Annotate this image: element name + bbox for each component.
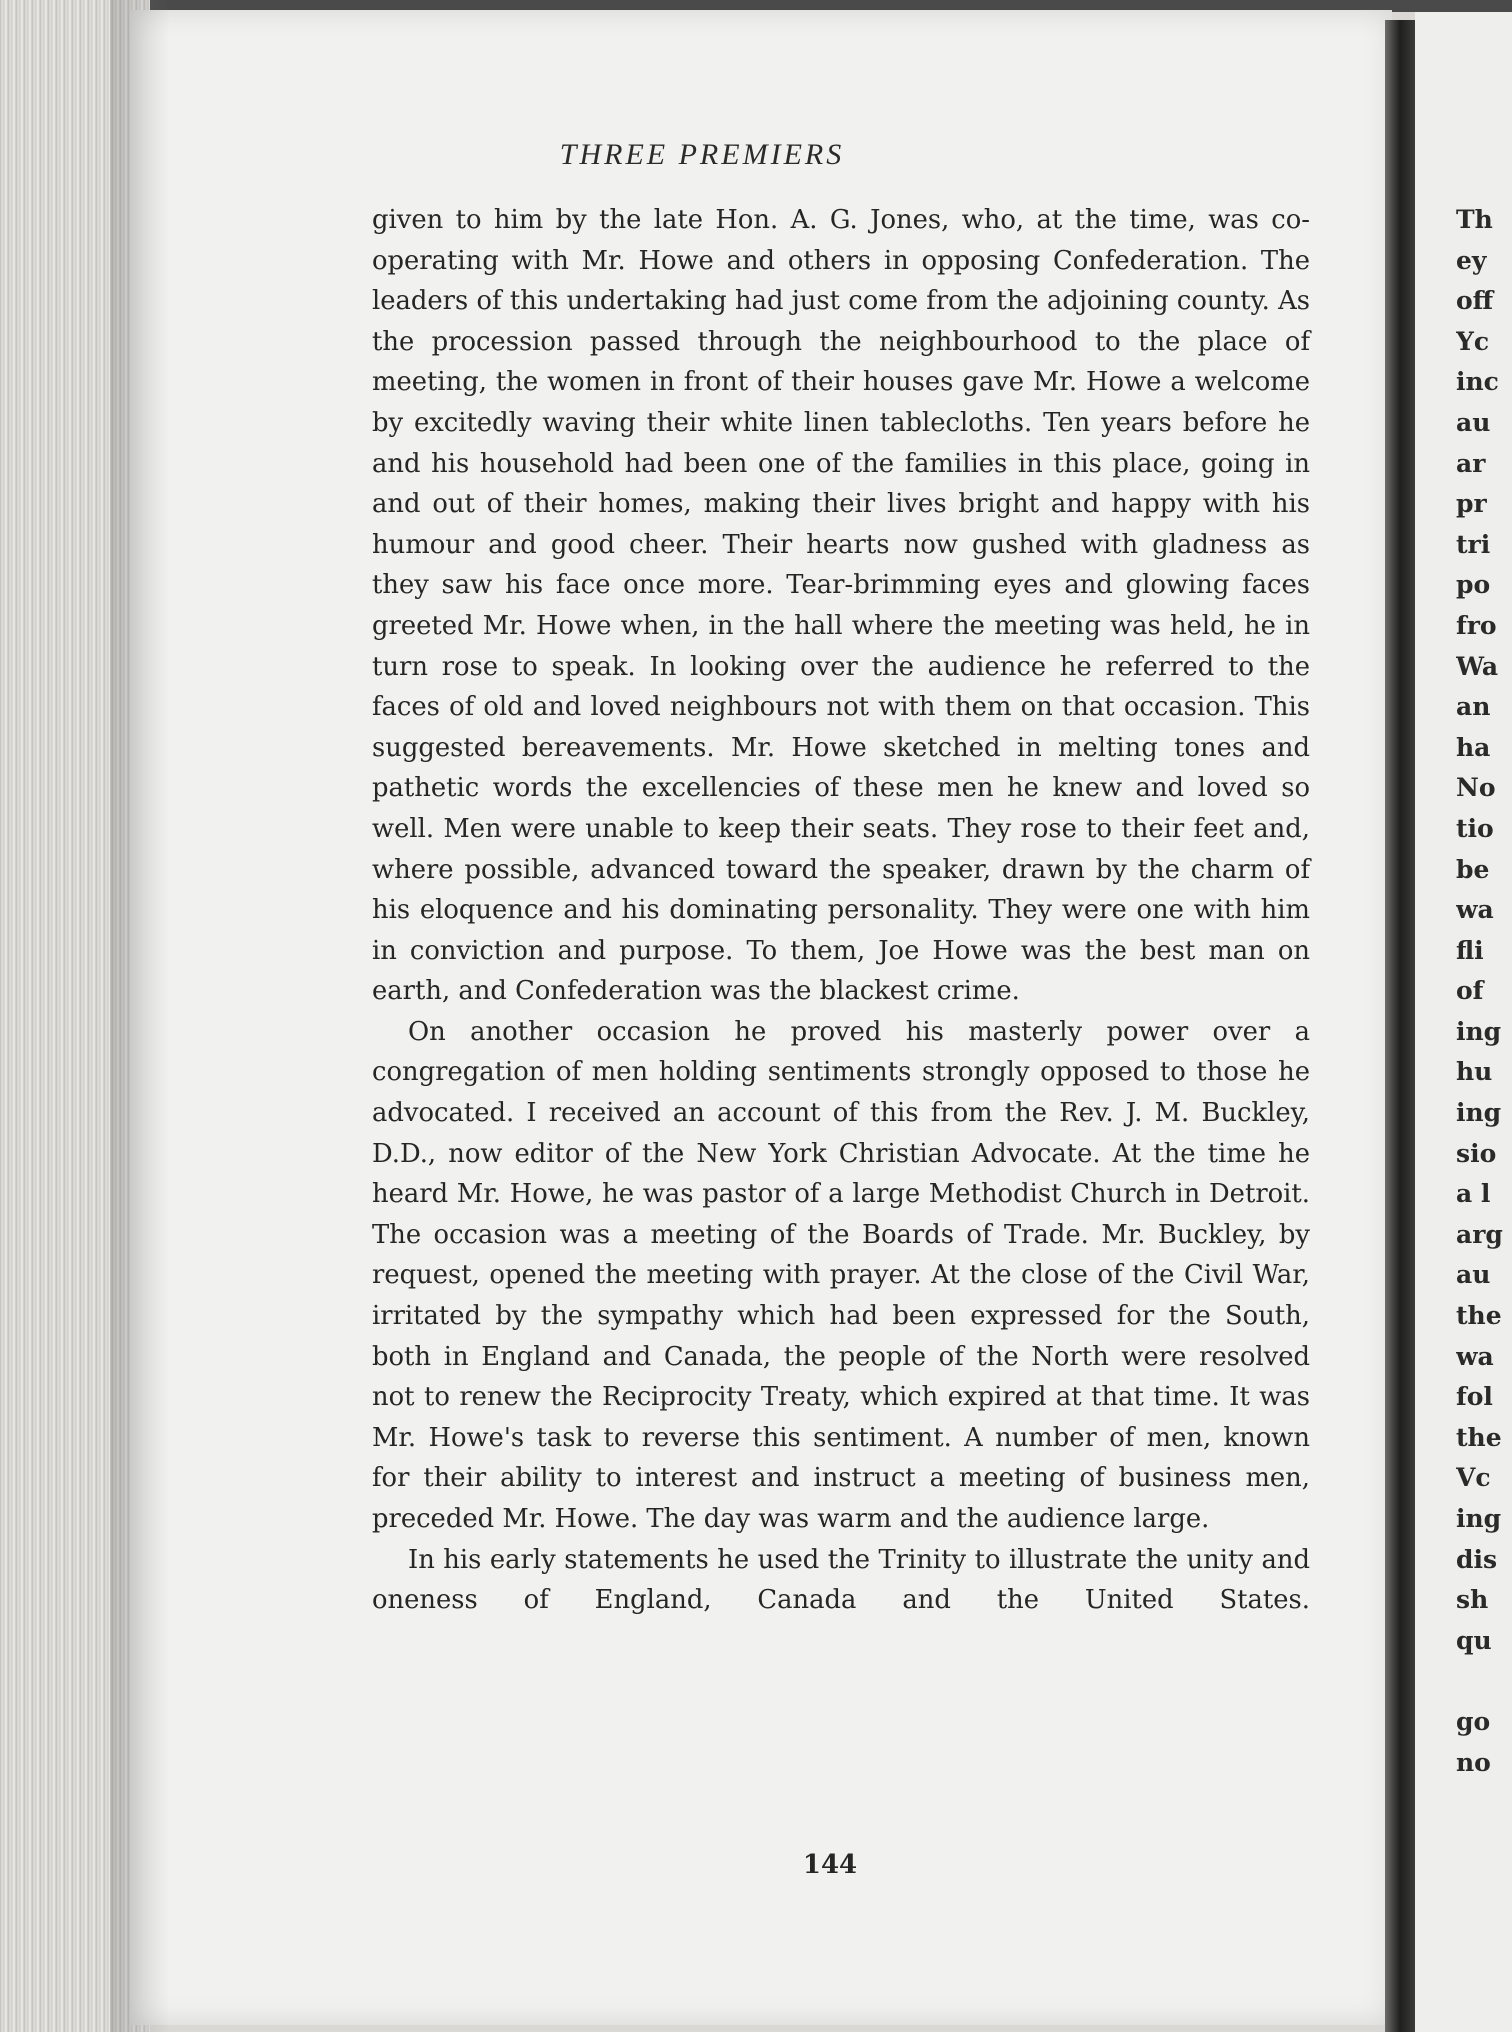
facing-page-line: pr <box>1456 489 1487 519</box>
facing-page-line: qu <box>1456 1625 1492 1655</box>
facing-page-line: Vc <box>1456 1463 1491 1493</box>
facing-page-line: ing <box>1456 1504 1502 1533</box>
facing-page-line: tio <box>1456 813 1494 843</box>
facing-page-line: ar <box>1456 448 1486 478</box>
facing-page-line: po <box>1456 570 1491 600</box>
facing-page-line: Wa <box>1456 651 1499 681</box>
facing-page-line: arg <box>1456 1219 1503 1249</box>
facing-page-line: ing <box>1456 1098 1502 1128</box>
facing-page-line: no <box>1456 1747 1491 1777</box>
facing-page-line: go <box>1456 1706 1491 1736</box>
paragraph-1: given to him by the late Hon. A. G. Jones, who, at the time, was co-operating with Mr. Howe and others in opposing Confederation. The leaders of this undertaking had just come from the adjoining county. As the procession passed through the neighbourhood to the place of meeting, the women in front of their houses gave Mr. Howe a welcome by excitedly waving their white linen tablecloths. Ten years before he and his household had been one of the families in this place, going in and out of their homes, making their lives bright and happy with his humour and good cheer. Their hearts now gushed with gladness as they saw his face once more. Tear-brimming eyes and glowing faces greeted Mr. Howe when, in the hall where the meeting was held, he in turn rose to speak. In looking over the audience he referred to the faces of old and loved neighbours not with them on that occasion. This suggested bereavements. Mr. Howe sketched in melting tones and pathetic words the excellencies of these men he knew and loved so well. Men were unable to keep their seats. They rose to their feet and, where possible, advanced toward the speaker, drawn by the charm of his eloquence and his dominating personality. They were one with him in conviction and purpose. To them, Joe Howe was the best man on earth, and Confederation was the blackest crime. <box>372 205 1310 1007</box>
facing-page-line: tri <box>1456 529 1491 559</box>
facing-page-line: Th <box>1456 205 1493 234</box>
facing-page-line: be <box>1456 854 1490 884</box>
running-head: THREE PREMIERS <box>559 138 845 171</box>
body-text <box>372 200 1310 1621</box>
facing-page-line: inc <box>1456 367 1499 397</box>
facing-page-line: au <box>1456 407 1491 437</box>
paragraph-3: In his early statements he used the Trinity to illustrate the unity and oneness of England, Canada and the United States. <box>372 1544 1310 1616</box>
facing-page-line <box>1456 1661 1512 1702</box>
facing-page-line: ey <box>1456 245 1487 275</box>
facing-page-line: the <box>1456 1422 1502 1452</box>
facing-page-line: wa <box>1456 1341 1494 1371</box>
page-number: 144 <box>802 1850 858 1880</box>
facing-page-line: ing <box>1456 1016 1502 1046</box>
facing-page-line: No <box>1456 773 1496 803</box>
facing-page-line: sh <box>1456 1585 1489 1615</box>
page-edge-shadow <box>110 0 170 2032</box>
facing-page-line: off <box>1456 286 1494 316</box>
facing-page-line: ha <box>1456 732 1491 762</box>
facing-page-line: the <box>1456 1301 1502 1331</box>
facing-page-line: sio <box>1456 1138 1497 1168</box>
facing-page-line: Yc <box>1456 326 1490 356</box>
facing-page-line: an <box>1456 692 1491 722</box>
facing-page-line: fol <box>1456 1382 1493 1412</box>
facing-page-line: hu <box>1456 1057 1493 1087</box>
facing-page-line: fro <box>1456 610 1497 640</box>
facing-page-line: dis <box>1456 1544 1498 1574</box>
facing-page-line: au <box>1456 1260 1491 1290</box>
facing-page-line: wa <box>1456 895 1494 925</box>
book-gutter <box>1385 20 1415 2032</box>
facing-page-line: of <box>1456 976 1484 1006</box>
facing-page-text <box>1456 200 1512 1783</box>
facing-page-line: a l <box>1456 1179 1491 1209</box>
facing-page-line: fli <box>1456 935 1484 965</box>
paragraph-2: On another occasion he proved his masterly power over a congregation of men holding sentiments strongly opposed to those he advocated. I received an account of this from the Rev. J. M. Buckley, D.D., now editor of the New York Christian Advocate. At the time he heard Mr. Howe, he was pastor of a large Methodist Church in Detroit. The occasion was a meeting of the Boards of Trade. Mr. Buckley, by request, opened the meeting with prayer. At the close of the Civil War, irritated by the sympathy which had been expressed for the South, both in England and Canada, the people of the North were resolved not to renew the Reciprocity Treaty, which expired at that time. It was Mr. Howe's task to reverse this sentiment. A number of men, known for their ability to interest and instruct a meeting of business men, preceded Mr. Howe. The day was warm and the audience large. <box>372 1016 1310 1534</box>
